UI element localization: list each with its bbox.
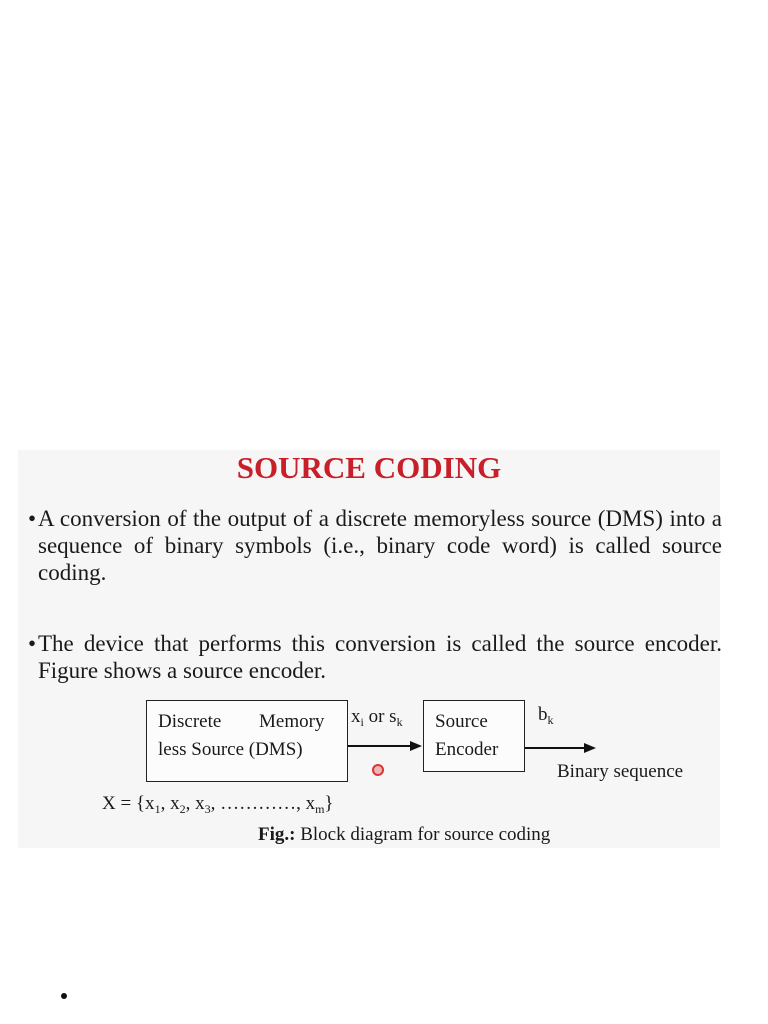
arrow-dms-to-encoder-head [410,741,422,751]
output-symbol-label: $b_k$ [538,704,554,727]
input-symbol-label: $x_i$ or $s_k$ [351,706,403,729]
stray-bullet-dot [61,993,67,999]
dms-label-source: less Source (DMS) [158,739,303,760]
bullet-item [22,505,722,586]
bullet-marker: • [28,631,37,656]
bullet-marker: • [28,506,37,531]
encoder-label-source: Source [435,711,488,732]
pointer-indicator [372,764,384,776]
arrow-encoder-output-head [584,743,596,753]
arrow-encoder-output [525,747,585,749]
bullet-item [22,630,722,684]
arrow-dms-to-encoder [348,745,410,747]
encoder-block [423,700,525,772]
slide-title: SOURCE CODING [236,450,502,485]
dms-label-discrete: Discrete [158,711,222,732]
dms-block [146,700,348,782]
source-alphabet-expression: $X = \{x_1$, $x_2$, $x_3$, …………, $x_m$} [102,793,334,816]
bullet-text: The device that performs this conversion is called the source encoder. Figure shows a source encoder. [38,631,722,683]
encoder-label-encoder: Encoder [435,739,499,760]
figure-caption: Fig.: Block diagram for source coding [258,824,551,845]
slide [18,450,720,848]
bullet-text: A conversion of the output of a discrete memoryless source (DMS) into a sequence of binary symbols (i.e., binary code word) is called source coding. [38,506,722,585]
dms-label-memory: Memory [259,711,325,732]
binary-sequence-label: Binary sequence [557,761,684,782]
